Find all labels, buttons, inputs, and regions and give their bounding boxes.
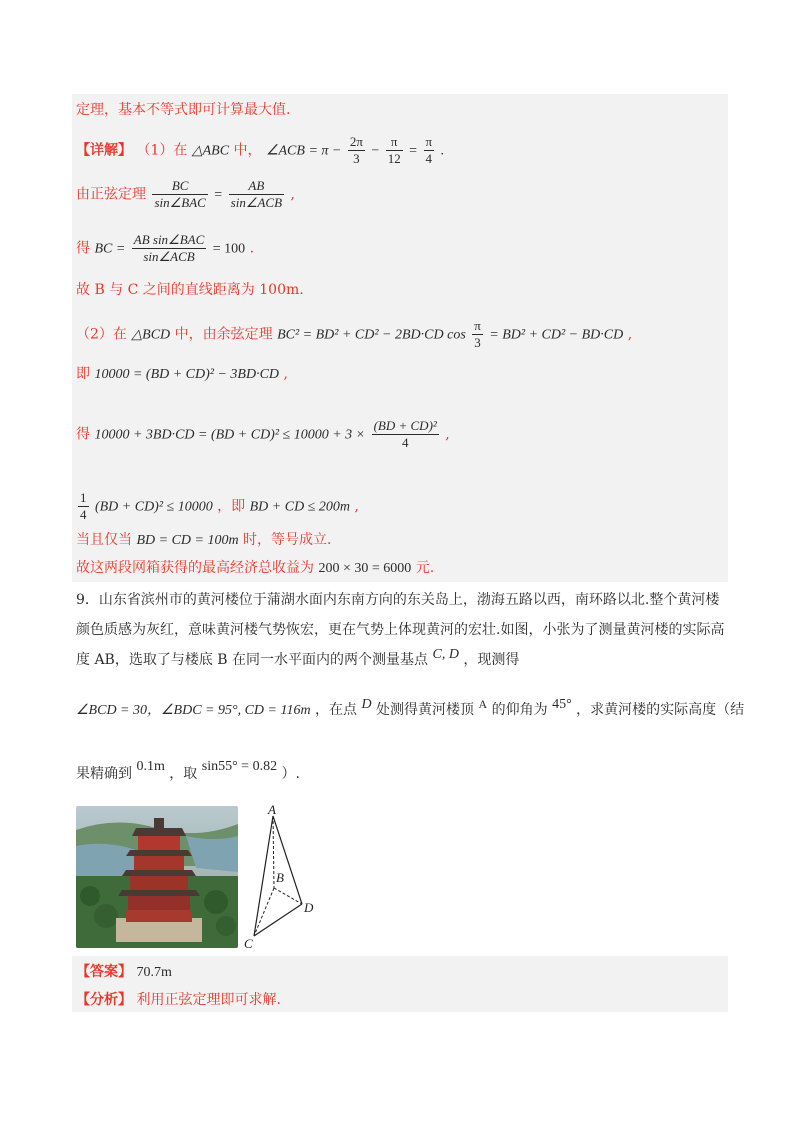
- eq-expression: 10000 = (BD + CD)² − 3BD·CD: [94, 367, 280, 382]
- equality-post: 时，等号成立.: [243, 532, 332, 548]
- frac-pi-12: $\frac{\pi}{12}$: [387, 134, 401, 166]
- de-text: 得: [76, 240, 90, 257]
- elevation-angle: 45°: [552, 697, 572, 712]
- label-c: C: [244, 936, 253, 950]
- bc-result-line: 得 BC = $\frac{\text{AB sin∠BAC}}{\text{sin∠ACB}}$ = 100 .: [76, 232, 255, 264]
- distance-text: 故 B 与 C 之间的直线距离为 100m.: [76, 282, 304, 298]
- tower-photo: [76, 806, 238, 948]
- equality-pre: 当且仅当: [76, 532, 132, 548]
- part2-label: （2）在: [76, 326, 127, 343]
- triangle-abc: △ABC: [191, 143, 230, 159]
- label-d: D: [304, 900, 314, 915]
- frac-bc-sin-bac: $\frac{BC}{\text{sin∠BAC}}$: [154, 178, 206, 210]
- solution-intro-text: 定理，基本不等式即可计算最大值.: [76, 102, 291, 118]
- problem9-line5: [76, 759, 740, 785]
- problem9-text-2: 颜色质感为灰红，意味黄河楼气势恢宏，更在气势上体现黄河的宏壮.如图，小张为了测量黄河楼的实际高: [76, 622, 725, 638]
- frac-2pi-3: $\frac{2\pi}{3}$: [349, 134, 363, 166]
- ji-text: 即: [76, 366, 90, 382]
- analysis-text: 利用正弦定理即可求解.: [136, 992, 281, 1008]
- problem9-text-3b: ，现测得: [463, 652, 520, 668]
- problem9-text-4c: 的仰角为: [491, 702, 548, 718]
- frac-pi-3: $\frac{\pi}{3}$: [474, 318, 481, 350]
- sin55-value: sin55° = 0.82: [201, 759, 278, 774]
- detail-tag: 【详解】: [76, 142, 132, 159]
- analysis-tag: 【分析】: [76, 992, 132, 1008]
- problem9-line3: [76, 647, 740, 671]
- sine-law-line: 由正弦定理 $\frac{BC}{\text{sin∠BAC}}$ = $\frac{AB}{\text{sin∠ACB}}$ ,: [76, 178, 295, 210]
- point-a: A: [478, 697, 488, 711]
- eq-line: 即 10000 = (BD + CD)² − 3BD·CD ,: [76, 366, 288, 382]
- de-text-2: 得: [76, 426, 90, 443]
- sine-law-label: 由正弦定理: [76, 186, 146, 203]
- answer-value: 70.7m: [136, 965, 172, 980]
- base-points-cd: C, D: [432, 647, 459, 662]
- quarter-line: $\frac{1}{4}$ (BD + CD)² ≤ 10000 ，即 BD + CD ≤ 200m ,: [80, 490, 359, 522]
- zhong-text: 中，: [233, 142, 262, 159]
- part1-label: （1）在: [136, 142, 188, 159]
- measure-conditions: ∠BCD = 30，∠BDC = 95°, CD = 116m: [76, 703, 311, 718]
- equality-condition: BD = CD = 100m: [136, 533, 239, 548]
- angle-acb-expr: ∠ACB = π −: [265, 143, 342, 159]
- problem9-text-4b: 处测得黄河楼顶: [376, 702, 475, 718]
- point-d: D: [361, 697, 372, 712]
- inequality-left: 10000 + 3BD·CD = (BD + CD)² ≤ 10000 + 3 ×: [94, 427, 366, 443]
- income-line: [76, 558, 740, 579]
- income-expression: 200 × 30 = 6000: [318, 561, 412, 576]
- frac-ab-sin-acb: $\frac{AB}{\text{sin∠ACB}}$: [230, 178, 283, 210]
- income-pre: 故这两段网箱获得的最高经济总收益为: [76, 560, 314, 576]
- label-a: A: [268, 802, 276, 817]
- problem9-line1: [76, 590, 740, 610]
- quarter-expression: (BD + CD)² ≤ 10000: [94, 499, 213, 515]
- tetrahedron-figure: [240, 800, 330, 950]
- problem9-line4: [76, 697, 745, 721]
- bc-eq: BC =: [94, 241, 126, 257]
- problem9-text-5b: ，取: [169, 766, 198, 782]
- equality-line: [76, 530, 740, 551]
- solution-intro-line: [76, 100, 740, 120]
- frac-pi-4: $\frac{\pi}{4}$: [425, 134, 433, 166]
- part2-line: （2）在 △BCD 中，由余弦定理 BC² = BD² + CD² − 2BD·CD cos $\frac{\pi}{3}$ = BD² + CD² − BD·CD ,: [76, 318, 633, 350]
- label-b: B: [276, 870, 284, 885]
- problem9-text-4a: ，在点: [315, 702, 358, 718]
- income-post: 元.: [415, 560, 435, 576]
- triangle-bcd: △BCD: [131, 327, 171, 343]
- bc-value: = 100: [212, 241, 246, 257]
- problem9-line2: [76, 620, 740, 640]
- frac-one-quarter: $\frac{1}{4}$: [80, 490, 87, 522]
- frac-bdcd-sq-4: $\frac{\text{(BD + CD)²}}{4}$: [373, 418, 437, 450]
- problem9-text-5a: 果精确到: [76, 766, 132, 782]
- problem9-text-5c: ）.: [281, 766, 300, 782]
- distance-line: [76, 280, 740, 300]
- bdcd-inequality: BD + CD ≤ 200m: [249, 499, 350, 515]
- inequality-line: 得 10000 + 3BD·CD = (BD + CD)² ≤ 10000 + 3 × $\frac{\text{(BD + CD)²}}{4}$ ,: [76, 418, 450, 450]
- cos-law-left: BC² = BD² + CD² − 2BD·CD cos: [277, 327, 466, 343]
- problem9-text-1: 9．山东省滨州市的黄河楼位于蒲湖水面内东南方向的东关岛上，渤海五路以西，南环路以北.整个黄河楼: [76, 592, 720, 608]
- part2-mid: 中，由余弦定理: [174, 326, 273, 343]
- precision-value: 0.1m: [136, 759, 165, 774]
- frac-bc-result: $\frac{\text{AB sin∠BAC}}{\text{sin∠ACB}}$: [133, 232, 205, 264]
- answer-line: [76, 962, 740, 983]
- analysis-line: [76, 990, 740, 1010]
- problem9-text-3a: 度 AB，选取了与楼底 B 在同一水平面内的两个测量基点: [76, 652, 429, 668]
- answer-tag: 【答案】: [76, 964, 132, 980]
- cos-law-right: = BD² + CD² − BD·CD: [489, 327, 624, 343]
- ji2-text: ，即: [217, 498, 246, 515]
- detail-part1-line: 【详解】 （1）在 △ABC 中， ∠ACB = π − $\frac{2\pi}{3}$ − $\frac{\pi}{12}$ = $\frac{\pi}{4}$ .: [76, 134, 445, 166]
- problem9-text-4d: ，求黄河楼的实际高度（结: [576, 702, 745, 718]
